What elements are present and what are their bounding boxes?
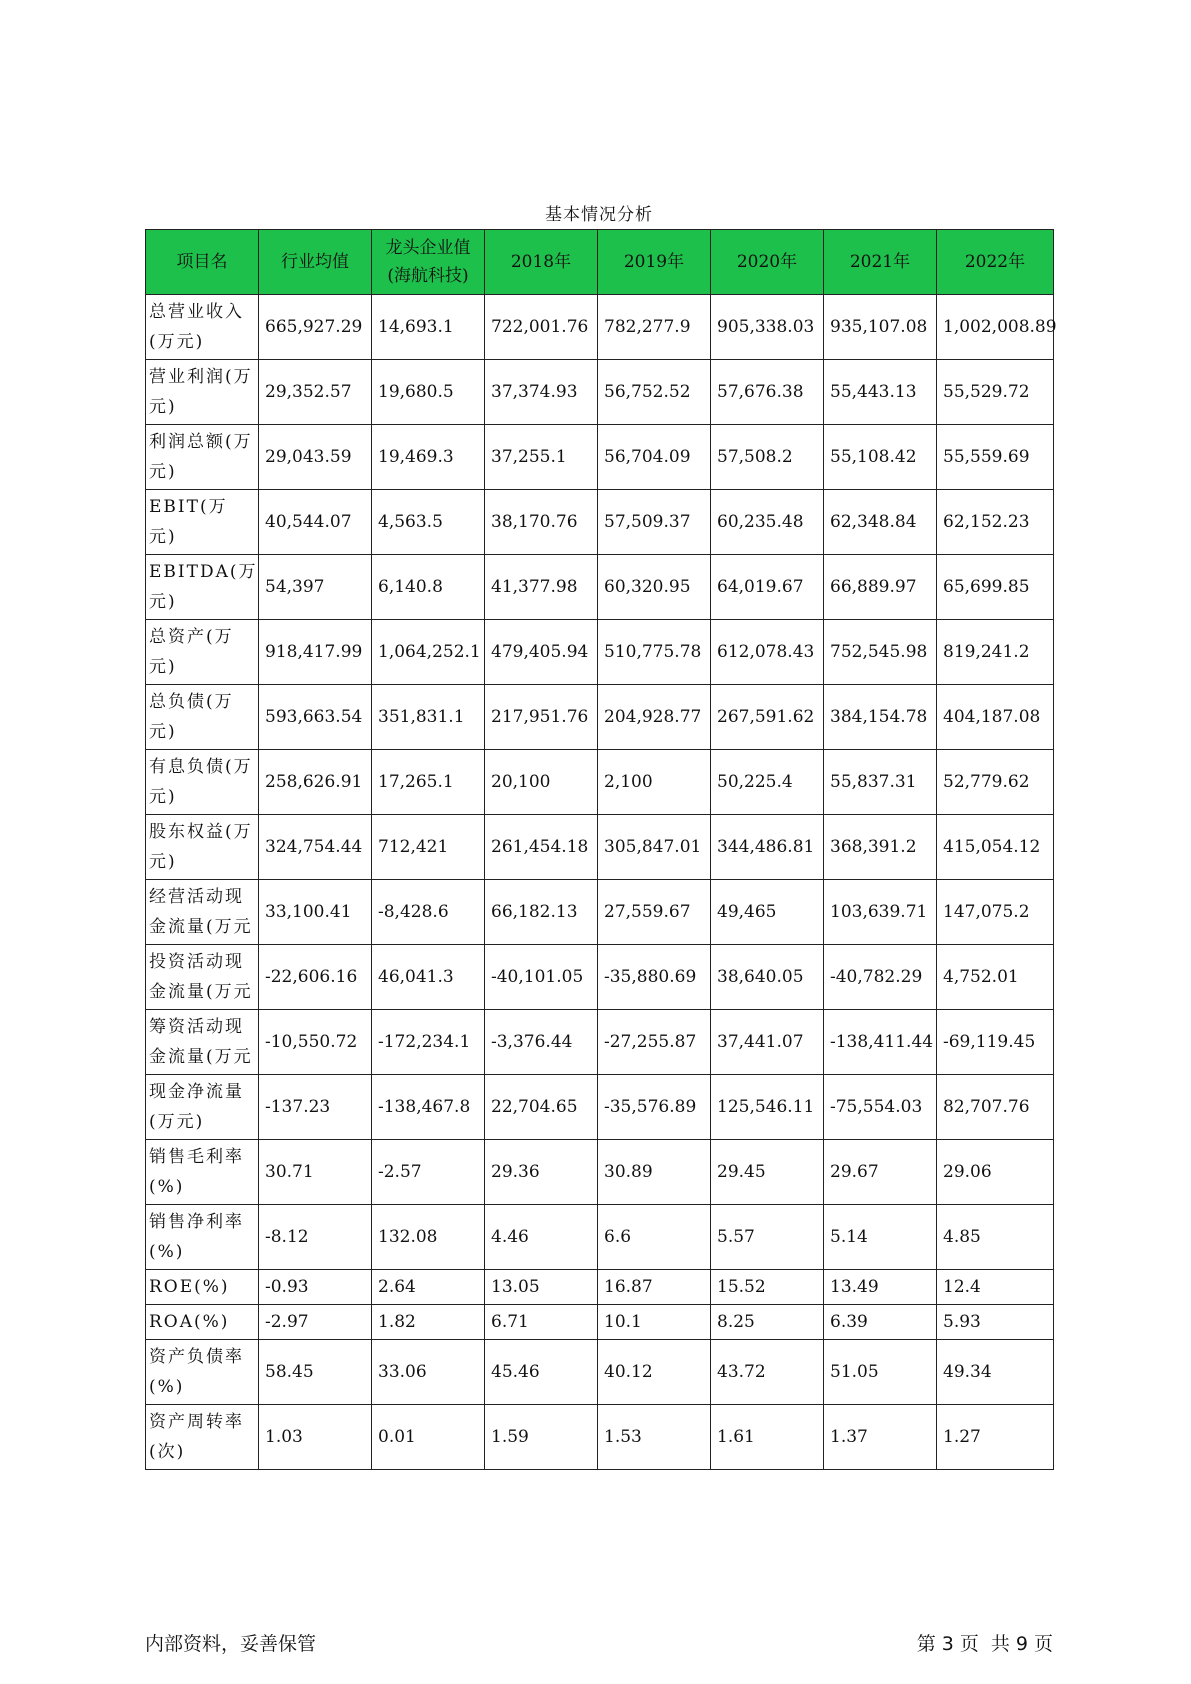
value-cell: 37,441.07: [711, 1010, 824, 1075]
table-caption: 基本情况分析: [545, 205, 653, 225]
value-cell: 29.67: [824, 1140, 937, 1205]
value-cell: 510,775.78: [598, 620, 711, 685]
value-cell: 712,421: [372, 815, 485, 880]
table-row: [146, 1305, 1054, 1340]
value-cell: 50,225.4: [711, 750, 824, 815]
table-row: [146, 1140, 1054, 1205]
value-cell: 1,002,008.89: [937, 295, 1054, 360]
value-cell: 29.06: [937, 1140, 1054, 1205]
value-cell: 55,837.31: [824, 750, 937, 815]
value-cell: 782,277.9: [598, 295, 711, 360]
total-unit: 页: [1033, 1633, 1053, 1655]
value-cell: 51.05: [824, 1340, 937, 1405]
table-body: [146, 295, 1057, 1470]
table-row: [146, 750, 1054, 815]
value-cell: 5.57: [711, 1205, 824, 1270]
value-cell: 935,107.08: [824, 295, 937, 360]
value-cell: 1.61: [711, 1405, 824, 1470]
total-prefix: 共: [990, 1633, 1010, 1655]
value-cell: 612,078.43: [711, 620, 824, 685]
row-label: ROA(%): [146, 1305, 259, 1340]
value-cell: 33,100.41: [259, 880, 372, 945]
value-cell: 819,241.2: [937, 620, 1054, 685]
table-row: [146, 555, 1054, 620]
value-cell: 29.36: [485, 1140, 598, 1205]
value-cell: 37,374.93: [485, 360, 598, 425]
value-cell: 415,054.12: [937, 815, 1054, 880]
value-cell: -3,376.44: [485, 1010, 598, 1075]
value-cell: 4,752.01: [937, 945, 1054, 1010]
value-cell: 1.03: [259, 1405, 372, 1470]
value-cell: 55,443.13: [824, 360, 937, 425]
table-row: [146, 1010, 1054, 1075]
value-cell: 38,170.76: [485, 490, 598, 555]
value-cell: 54,397: [259, 555, 372, 620]
value-cell: 258,626.91: [259, 750, 372, 815]
value-cell: 5.93: [937, 1305, 1054, 1340]
value-cell: 57,508.2: [711, 425, 824, 490]
value-cell: 665,927.29: [259, 295, 372, 360]
value-cell: 55,108.42: [824, 425, 937, 490]
value-cell: 58.45: [259, 1340, 372, 1405]
row-label: 营业利润(万元): [146, 360, 259, 425]
value-cell: -22,606.16: [259, 945, 372, 1010]
value-cell: 65,699.85: [937, 555, 1054, 620]
header-cell: 2019年: [598, 230, 711, 295]
value-cell: 27,559.67: [598, 880, 711, 945]
value-cell: 29,043.59: [259, 425, 372, 490]
analysis-table: [145, 229, 1057, 1470]
value-cell: 1.82: [372, 1305, 485, 1340]
value-cell: -27,255.87: [598, 1010, 711, 1075]
value-cell: 8.25: [711, 1305, 824, 1340]
value-cell: 52,779.62: [937, 750, 1054, 815]
header-cell: 龙头企业值(海航科技): [372, 230, 485, 295]
value-cell: 60,320.95: [598, 555, 711, 620]
value-cell: 4.46: [485, 1205, 598, 1270]
value-cell: 147,075.2: [937, 880, 1054, 945]
value-cell: -35,880.69: [598, 945, 711, 1010]
header-cell: 2020年: [711, 230, 824, 295]
header-cell: 项目名: [146, 230, 259, 295]
value-cell: -137.23: [259, 1075, 372, 1140]
value-cell: 6.71: [485, 1305, 598, 1340]
value-cell: 56,704.09: [598, 425, 711, 490]
table-row: [146, 425, 1054, 490]
value-cell: 351,831.1: [372, 685, 485, 750]
value-cell: -8.12: [259, 1205, 372, 1270]
value-cell: 57,509.37: [598, 490, 711, 555]
table-row: [146, 360, 1054, 425]
value-cell: 22,704.65: [485, 1075, 598, 1140]
value-cell: 267,591.62: [711, 685, 824, 750]
value-cell: 13.49: [824, 1270, 937, 1305]
header-cell: 2022年: [937, 230, 1054, 295]
row-label: 销售净利率(%): [146, 1205, 259, 1270]
value-cell: 324,754.44: [259, 815, 372, 880]
footer-confidential-note: 内部资料，妥善保管: [145, 1633, 317, 1655]
value-cell: -2.97: [259, 1305, 372, 1340]
value-cell: 64,019.67: [711, 555, 824, 620]
value-cell: -35,576.89: [598, 1075, 711, 1140]
value-cell: 55,559.69: [937, 425, 1054, 490]
value-cell: 30.89: [598, 1140, 711, 1205]
value-cell: -8,428.6: [372, 880, 485, 945]
page-prefix: 第: [916, 1633, 936, 1655]
value-cell: 6.39: [824, 1305, 937, 1340]
row-label: 经营活动现金流量(万元: [146, 880, 259, 945]
value-cell: 6,140.8: [372, 555, 485, 620]
value-cell: 6.6: [598, 1205, 711, 1270]
value-cell: 132.08: [372, 1205, 485, 1270]
value-cell: 56,752.52: [598, 360, 711, 425]
row-label: 投资活动现金流量(万元: [146, 945, 259, 1010]
value-cell: 2,100: [598, 750, 711, 815]
value-cell: 57,676.38: [711, 360, 824, 425]
value-cell: 479,405.94: [485, 620, 598, 685]
value-cell: 0.01: [372, 1405, 485, 1470]
value-cell: 5.14: [824, 1205, 937, 1270]
value-cell: 46,041.3: [372, 945, 485, 1010]
table-row: [146, 620, 1054, 685]
header-cell: 2021年: [824, 230, 937, 295]
value-cell: 40.12: [598, 1340, 711, 1405]
value-cell: 37,255.1: [485, 425, 598, 490]
value-cell: -0.93: [259, 1270, 372, 1305]
value-cell: 4.85: [937, 1205, 1054, 1270]
table-row: [146, 1075, 1054, 1140]
value-cell: 217,951.76: [485, 685, 598, 750]
value-cell: 15.52: [711, 1270, 824, 1305]
value-cell: 62,152.23: [937, 490, 1054, 555]
value-cell: 1,064,252.1: [372, 620, 485, 685]
value-cell: 30.71: [259, 1140, 372, 1205]
value-cell: 40,544.07: [259, 490, 372, 555]
value-cell: 60,235.48: [711, 490, 824, 555]
value-cell: 43.72: [711, 1340, 824, 1405]
value-cell: 305,847.01: [598, 815, 711, 880]
row-label: 资产周转率(次): [146, 1405, 259, 1470]
value-cell: 593,663.54: [259, 685, 372, 750]
row-label: 利润总额(万元): [146, 425, 259, 490]
row-label: EBITDA(万元): [146, 555, 259, 620]
page-unit: 页: [959, 1633, 979, 1655]
value-cell: 16.87: [598, 1270, 711, 1305]
row-label: 股东权益(万元): [146, 815, 259, 880]
value-cell: 1.27: [937, 1405, 1054, 1470]
value-cell: -40,782.29: [824, 945, 937, 1010]
value-cell: -40,101.05: [485, 945, 598, 1010]
value-cell: 722,001.76: [485, 295, 598, 360]
value-cell: 344,486.81: [711, 815, 824, 880]
row-label: 资产负债率(%): [146, 1340, 259, 1405]
value-cell: 49.34: [937, 1340, 1054, 1405]
value-cell: 66,889.97: [824, 555, 937, 620]
value-cell: 17,265.1: [372, 750, 485, 815]
total-pages: 9: [1015, 1633, 1028, 1655]
value-cell: 41,377.98: [485, 555, 598, 620]
table-row: [146, 1270, 1054, 1305]
value-cell: 2.64: [372, 1270, 485, 1305]
value-cell: 19,469.3: [372, 425, 485, 490]
value-cell: 13.05: [485, 1270, 598, 1305]
value-cell: -75,554.03: [824, 1075, 937, 1140]
value-cell: 82,707.76: [937, 1075, 1054, 1140]
value-cell: -172,234.1: [372, 1010, 485, 1075]
row-label: ROE(%): [146, 1270, 259, 1305]
row-label: 现金净流量(万元): [146, 1075, 259, 1140]
value-cell: -10,550.72: [259, 1010, 372, 1075]
row-label: 有息负债(万元): [146, 750, 259, 815]
value-cell: 19,680.5: [372, 360, 485, 425]
table-row: [146, 945, 1054, 1010]
value-cell: 29.45: [711, 1140, 824, 1205]
value-cell: 33.06: [372, 1340, 485, 1405]
value-cell: 66,182.13: [485, 880, 598, 945]
value-cell: 261,454.18: [485, 815, 598, 880]
value-cell: 368,391.2: [824, 815, 937, 880]
value-cell: -2.57: [372, 1140, 485, 1205]
value-cell: 20,100: [485, 750, 598, 815]
value-cell: 404,187.08: [937, 685, 1054, 750]
table-row: [146, 685, 1054, 750]
table-row: [146, 1405, 1054, 1470]
table-row: [146, 490, 1054, 555]
footer-page-info: [890, 1629, 1053, 1656]
row-label: 总负债(万元): [146, 685, 259, 750]
value-cell: 1.53: [598, 1405, 711, 1470]
value-cell: 12.4: [937, 1270, 1054, 1305]
value-cell: 1.59: [485, 1405, 598, 1470]
page-number: 3: [941, 1633, 954, 1655]
value-cell: 905,338.03: [711, 295, 824, 360]
value-cell: 1.37: [824, 1405, 937, 1470]
value-cell: 38,640.05: [711, 945, 824, 1010]
value-cell: -138,467.8: [372, 1075, 485, 1140]
table-row: [146, 1340, 1054, 1405]
header-cell: 行业均值: [259, 230, 372, 295]
header-row: [146, 230, 1054, 295]
value-cell: 384,154.78: [824, 685, 937, 750]
value-cell: 29,352.57: [259, 360, 372, 425]
value-cell: 125,546.11: [711, 1075, 824, 1140]
value-cell: 10.1: [598, 1305, 711, 1340]
value-cell: -69,119.45: [937, 1010, 1054, 1075]
value-cell: 204,928.77: [598, 685, 711, 750]
value-cell: -138,411.44: [824, 1010, 937, 1075]
value-cell: 918,417.99: [259, 620, 372, 685]
value-cell: 55,529.72: [937, 360, 1054, 425]
value-cell: 4,563.5: [372, 490, 485, 555]
table-row: [146, 1205, 1054, 1270]
row-label: EBIT(万元): [146, 490, 259, 555]
row-label: 筹资活动现金流量(万元: [146, 1010, 259, 1075]
value-cell: 62,348.84: [824, 490, 937, 555]
table-row: [146, 815, 1054, 880]
row-label: 总营业收入(万元): [146, 295, 259, 360]
value-cell: 45.46: [485, 1340, 598, 1405]
value-cell: 49,465: [711, 880, 824, 945]
header-cell: 2018年: [485, 230, 598, 295]
value-cell: 752,545.98: [824, 620, 937, 685]
table-row: [146, 295, 1054, 360]
row-label: 总资产(万元): [146, 620, 259, 685]
table-row: [146, 880, 1054, 945]
value-cell: 14,693.1: [372, 295, 485, 360]
value-cell: 103,639.71: [824, 880, 937, 945]
row-label: 销售毛利率(%): [146, 1140, 259, 1205]
